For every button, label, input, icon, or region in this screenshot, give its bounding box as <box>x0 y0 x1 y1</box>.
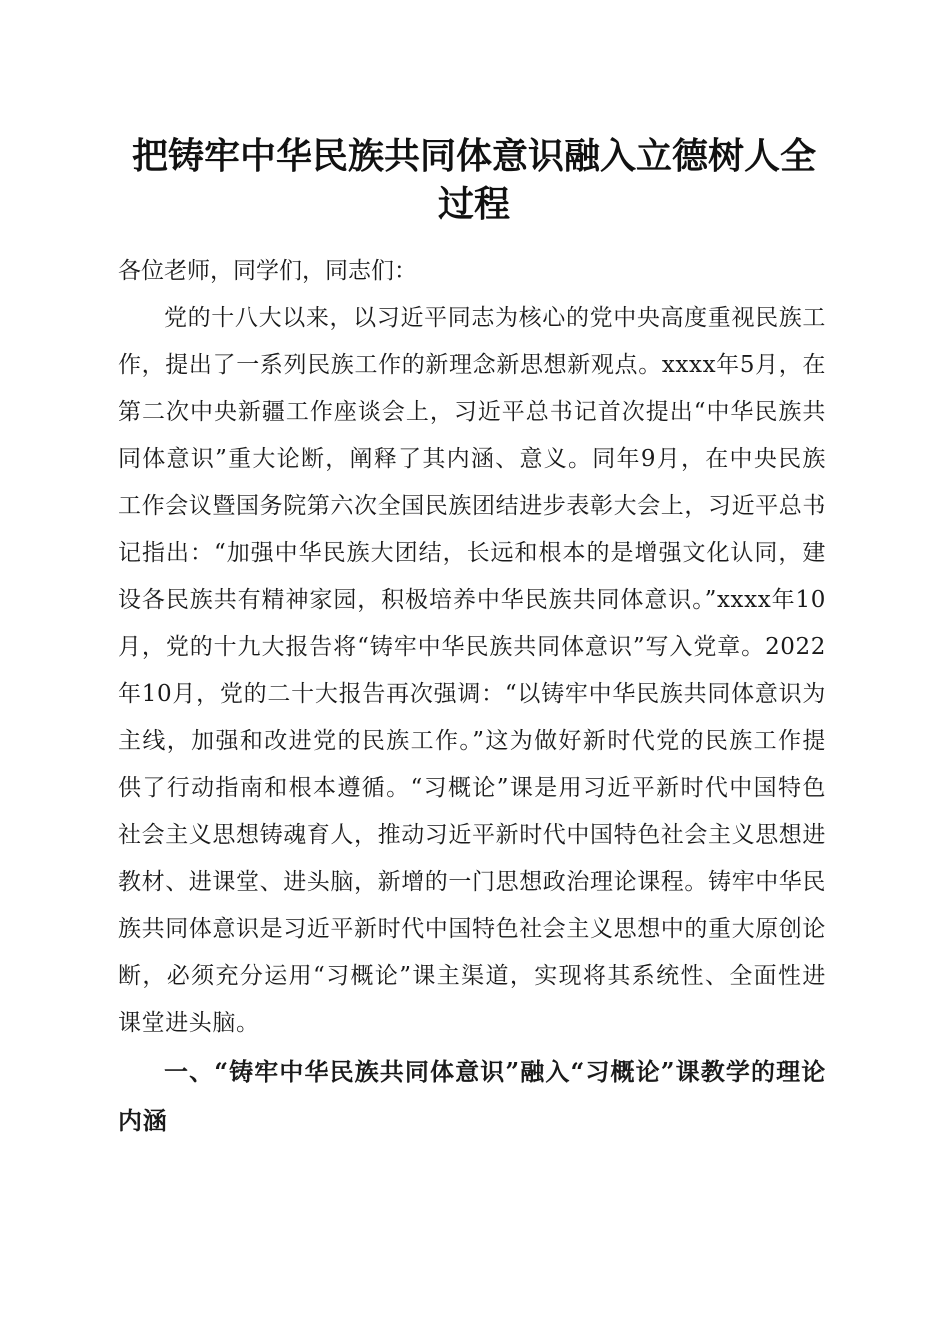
salutation: 各位老师，同学们，同志们： <box>118 258 417 284</box>
paragraph-1: 党的十八大以来，以习近平同志为核心的党中央高度重视民族工作，提出了一系列民族工作的新理念新思想新观点。xxxx年5月，在第二次中央新疆工作座谈会上，习近平总书记首次提出“中华民族共同体意识”重大论断，阐释了其内涵、意义。同年9月，在中央民族工作会议暨国务院第六次全国民族团结进步表彰大会上，习近平总书记指出：“加强中华民族大团结，长远和根本的是增强文化认同，建设各民族共有精神家园，积极培养中华民族共同体意识。”xxxx年10月，党的十九大报告将“铸牢中华民族共同体意识”写入党章。2022年10月，党的二十大报告再次强调：“以铸牢中华民族共同体意识为主线，加强和改进党的民族工作。”这为做好新时代党的民族工作提供了行动指南和根本遵循。“习概论”课是用习近平新时代中国特色社会主义思想铸魂育人，推动习近平新时代中国特色社会主义思想进教材、进课堂、进头脑，新增的一门思想政治理论课程。铸牢中华民族共同体意识是习近平新时代中国特色社会主义思想中的重大原创论断，必须充分运用“习概论”课主渠道，实现将其系统性、全面性进课堂进头脑。 <box>118 305 826 1036</box>
document-title: 把铸牢中华民族共同体意识融入立德树人全过程 <box>131 135 816 225</box>
section-1-heading: 一、“铸牢中华民族共同体意识”融入“习概论”课教学的理论内涵 <box>118 1057 826 1135</box>
document-body <box>118 248 826 1145</box>
